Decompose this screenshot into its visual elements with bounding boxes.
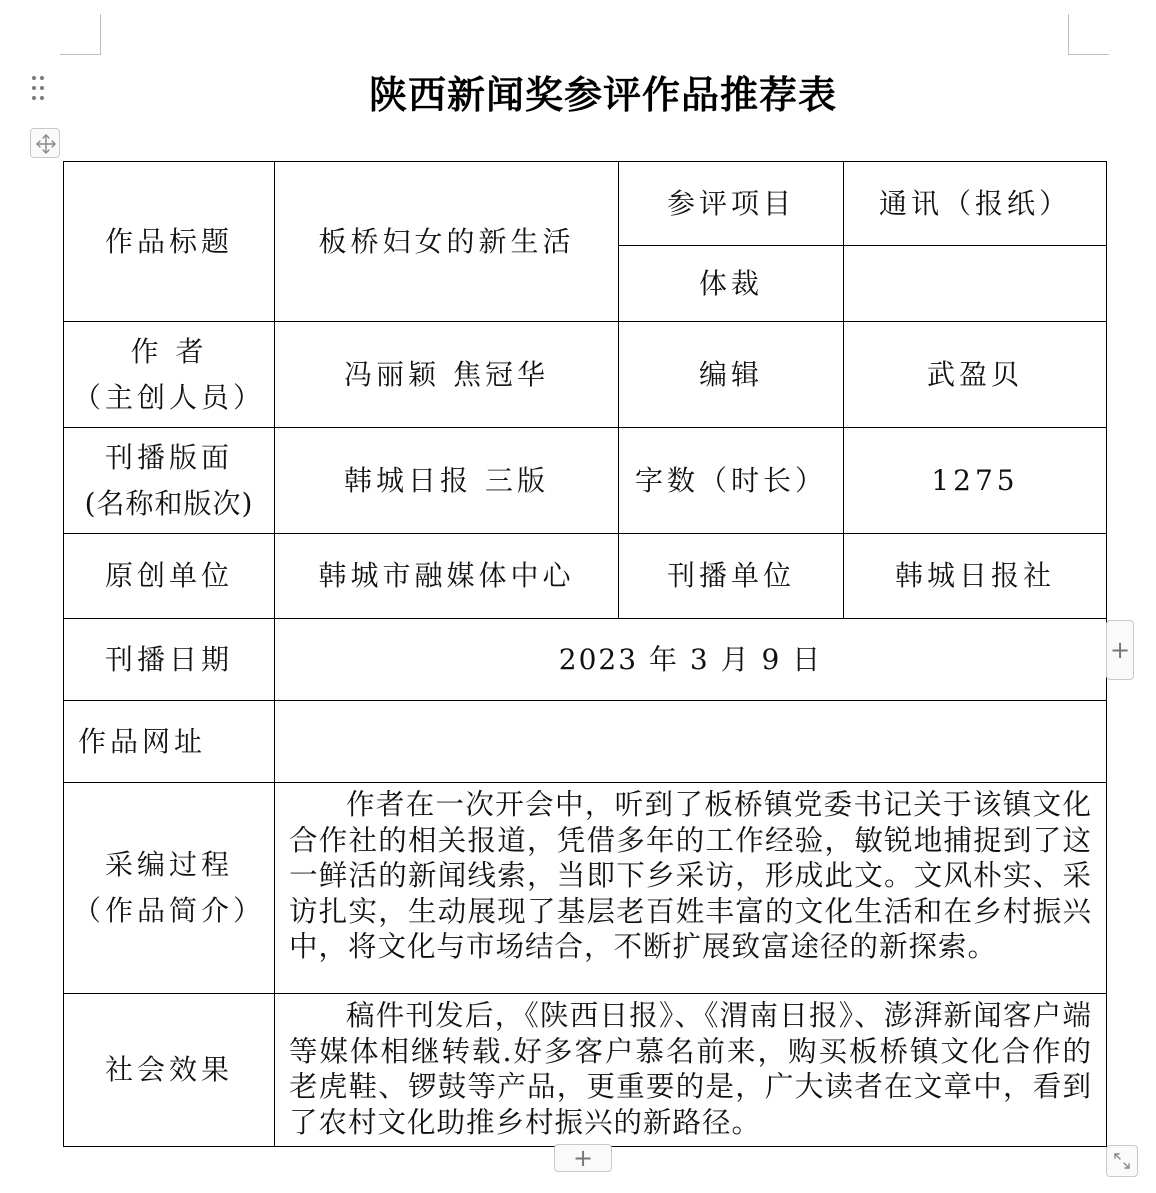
publish-date-value[interactable]: 2023 年 3 月 9 日 — [275, 619, 1107, 701]
layout-label — [64, 428, 275, 534]
editing-process-label-line2: （作品简介） — [72, 894, 265, 927]
word-count-value[interactable]: 1275 — [844, 428, 1107, 534]
table-move-icon[interactable] — [30, 128, 60, 158]
category-label: 参评项目 — [619, 162, 844, 246]
layout-label-line2: (名称和版次) — [84, 486, 254, 520]
publisher-label: 刊播单位 — [619, 534, 844, 619]
publisher-value[interactable]: 韩城日报社 — [844, 534, 1107, 619]
page-title: 陕西新闻奖参评作品推荐表 — [368, 73, 837, 117]
author-label-line1: 作 者 — [130, 334, 208, 368]
author-label-line2: （主创人员） — [72, 380, 265, 414]
original-unit-label: 原创单位 — [64, 534, 275, 619]
publish-date-label: 刊播日期 — [64, 619, 275, 701]
layout-label-line1: 刊播版面 — [104, 440, 233, 474]
category-value[interactable]: 通讯（报纸） — [844, 162, 1107, 246]
add-row-button[interactable]: + — [1106, 620, 1134, 680]
work-url-label: 作品网址 — [64, 701, 275, 783]
editing-process-text-cell[interactable] — [275, 783, 1107, 994]
social-effect-label: 社会效果 — [64, 994, 275, 1147]
page-margin-corner-top-left — [60, 14, 101, 55]
work-title-value[interactable]: 板桥妇女的新生活 — [275, 162, 619, 322]
work-title-label: 作品标题 — [64, 162, 275, 322]
social-effect-text-cell[interactable] — [275, 994, 1107, 1147]
table-resize-icon[interactable] — [1106, 1145, 1138, 1177]
editing-process-label-line1: 采编过程 — [104, 848, 233, 881]
work-url-value[interactable] — [275, 701, 1107, 783]
page-margin-corner-top-right — [1068, 14, 1109, 55]
word-count-label: 字数（时长） — [619, 428, 844, 534]
editor-value[interactable]: 武盈贝 — [844, 322, 1107, 428]
add-column-button[interactable]: + — [554, 1144, 612, 1172]
editing-process-text: 作者在一次开会中，听到了板桥镇党委书记关于该镇文化合作社的相关报道，凭借多年的工作经验，敏锐地捕捉到了这一鲜活的新闻线索，当即下乡采访，形成此文。文风朴实、采访扎实，生动展现了基层老百姓丰富的文化生活和在乡村振兴中，将文化与市场结合，不断扩展致富途径的新探索。 — [289, 788, 1092, 963]
editor-label: 编辑 — [619, 322, 844, 428]
recommendation-form-table — [63, 161, 1107, 1147]
genre-value[interactable] — [844, 246, 1107, 322]
original-unit-value[interactable]: 韩城市融媒体中心 — [275, 534, 619, 619]
editing-process-label — [64, 783, 275, 994]
genre-label: 体裁 — [619, 246, 844, 322]
author-label — [64, 322, 275, 428]
author-value[interactable]: 冯丽颖 焦冠华 — [275, 322, 619, 428]
social-effect-text: 稿件刊发后，《陕西日报》、《渭南日报》、澎湃新闻客户端等媒体相继转载.好多客户慕名前来，购买板桥镇文化合作的老虎鞋、锣鼓等产品，更重要的是，广大读者在文章中，看到了农村文化助推乡村振兴的新路径。 — [289, 999, 1092, 1139]
layout-value[interactable]: 韩城日报 三版 — [275, 428, 619, 534]
